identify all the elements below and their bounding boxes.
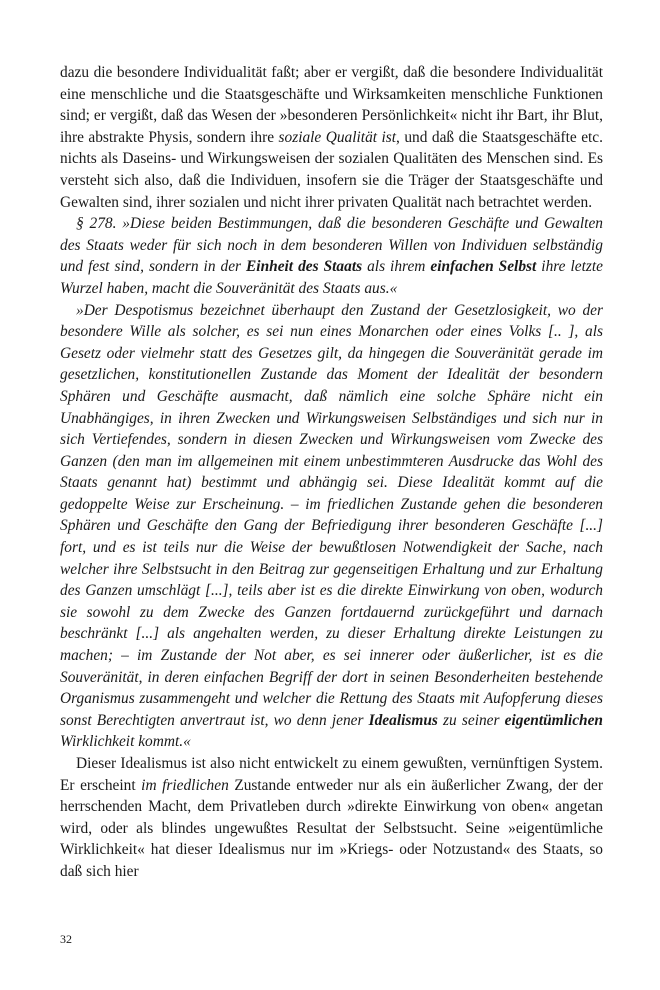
paragraph-3-bold-idealismus: Idealismus xyxy=(368,711,438,729)
paragraph-2-bold-selbst: einfachen Selbst xyxy=(430,258,537,276)
paragraph-3-text-a: »Der Despotismus bezeichnet überhaupt den Zustand der Gesetzlosigkeit, wo der besondere Wille als solcher, es sei nun eines Monarchen oder eines Volks [.. ], als Gesetz oder vielmehr statt des Gesetzes gilt, da hingegen die Souveränität gerade im gesetzlichen, konstitutionellen Zustande das Moment der Idealität der besondern Sphären und Geschäfte ausmacht, daß nämlich eine solche Sphäre nicht ein Unabhängiges, in ihren Zwecken und Wirkungsweisen Selbständiges und sich nur in sich Vertiefendes, sondern in diesen Zwecken und Wirkungsweisen vom Zwecke des Ganzen (den man im allgemeinen mit einem unbestimmteren Ausdrucke das Wohl des Staats genannt hat) bestimmt und abhängig sei. Diese Idealität kommt auf die gedoppelte Weise zur Erscheinung. – im friedlichen Zustande gehen die besonderen Sphären und Geschäfte den Gang der Befriedigung ihrer besonderen Geschäfte [...] fort, und es ist teils nur die Weise der bewußtlosen Notwendigkeit der Sache, nach welcher ihre Selbstsucht in den Beitrag zur gegenseitigen Erhaltung und zur Erhaltung des Ganzen umschlägt [...], teils aber ist es die direkte Einwirkung von oben, wodurch sie sowohl zu dem Zwecke des Ganzen fortdauernd zurückgeführt und darnach beschränkt [...] als angehalten werden, zu dieser Erhaltung direkte Leistungen zu machen; – im Zustande der Not aber, es sei innerer oder äußerlicher, ist es die Souveränität, in deren einfachen Begriff der dort in seinen Besonderheiten bestehende Organismus zusammengeht und welcher die Rettung des Staats mit Aufopferung dieses sonst Berechtigten anvertraut ist, wo denn jener xyxy=(60,301,603,729)
paragraph-3-quote xyxy=(60,300,603,753)
paragraph-2-text-a: § 278. »Diese beiden Bestimmungen, daß die besonderen Geschäfte und Gewalten des Staats weder für sich noch in dem besonderen Willen von Individuen selbständig und fest sind, sondern in der xyxy=(60,215,603,276)
paragraph-1-text-c: , und daß die Staatsgeschäfte etc. nichts als Daseins- und Wirkungsweisen der sozialen Qualitäten des Menschen sind. Es versteht sich also, daß die Individuen, insofern sie die Träger der Staatsgeschäfte und Gewalten sind, ihrer sozialen und nicht ihrer privaten Qualität nach betrachtet werden. xyxy=(60,128,603,211)
paragraph-1 xyxy=(60,62,603,213)
paragraph-4 xyxy=(60,753,603,883)
paragraph-3-text-e: Wirklichkeit kommt.« xyxy=(60,733,191,751)
page-number: 32 xyxy=(60,932,72,946)
paragraph-3-bold-eigentuemlich: eigentümlichen xyxy=(504,711,603,729)
paragraph-1-text-a: dazu die besondere Individualität faßt; aber er vergißt, daß die besondere Individualität eine menschliche und die Staatsgeschäfte und Wirksamkeiten menschliche Funktionen sind; er vergißt, daß das Wesen der »besonderen Persönlichkeit« nicht ihr Bart, ihr Blut, ihre abstrakte Physis, sondern ihre xyxy=(60,64,603,146)
page-body xyxy=(60,62,603,883)
paragraph-4-text-c: Zustande entweder nur als ein äußerlicher Zwang, der der herrschenden Macht, dem Privatleben durch »direkte Einwirkung von oben« angetan wird, oder als blindes ungewußtes Resultat der Selbstsucht. Seine »eigentümliche Wirklichkeit« hat dieser Idealismus nur im »Kriegs- oder Notzustand« des Staats, so daß sich hier xyxy=(60,776,603,880)
paragraph-1-emphasis: soziale Qualität ist xyxy=(278,128,397,146)
paragraph-4-text-a: Dieser Idealismus ist also nicht entwickelt zu einem gewußten, vernünftigen System. Er erscheint xyxy=(60,755,603,794)
paragraph-2-text-c: als ihrem xyxy=(362,258,431,276)
paragraph-3-text-c: zu seiner xyxy=(437,711,505,729)
paragraph-2-quote xyxy=(60,213,603,299)
paragraph-2-bold-einheit: Einheit des Staats xyxy=(246,258,363,276)
paragraph-4-emphasis: im friedlichen xyxy=(141,776,229,794)
paragraph-2-text-e: ihre letzte Wurzel haben, macht die Souveränität des Staats aus.« xyxy=(60,258,603,297)
